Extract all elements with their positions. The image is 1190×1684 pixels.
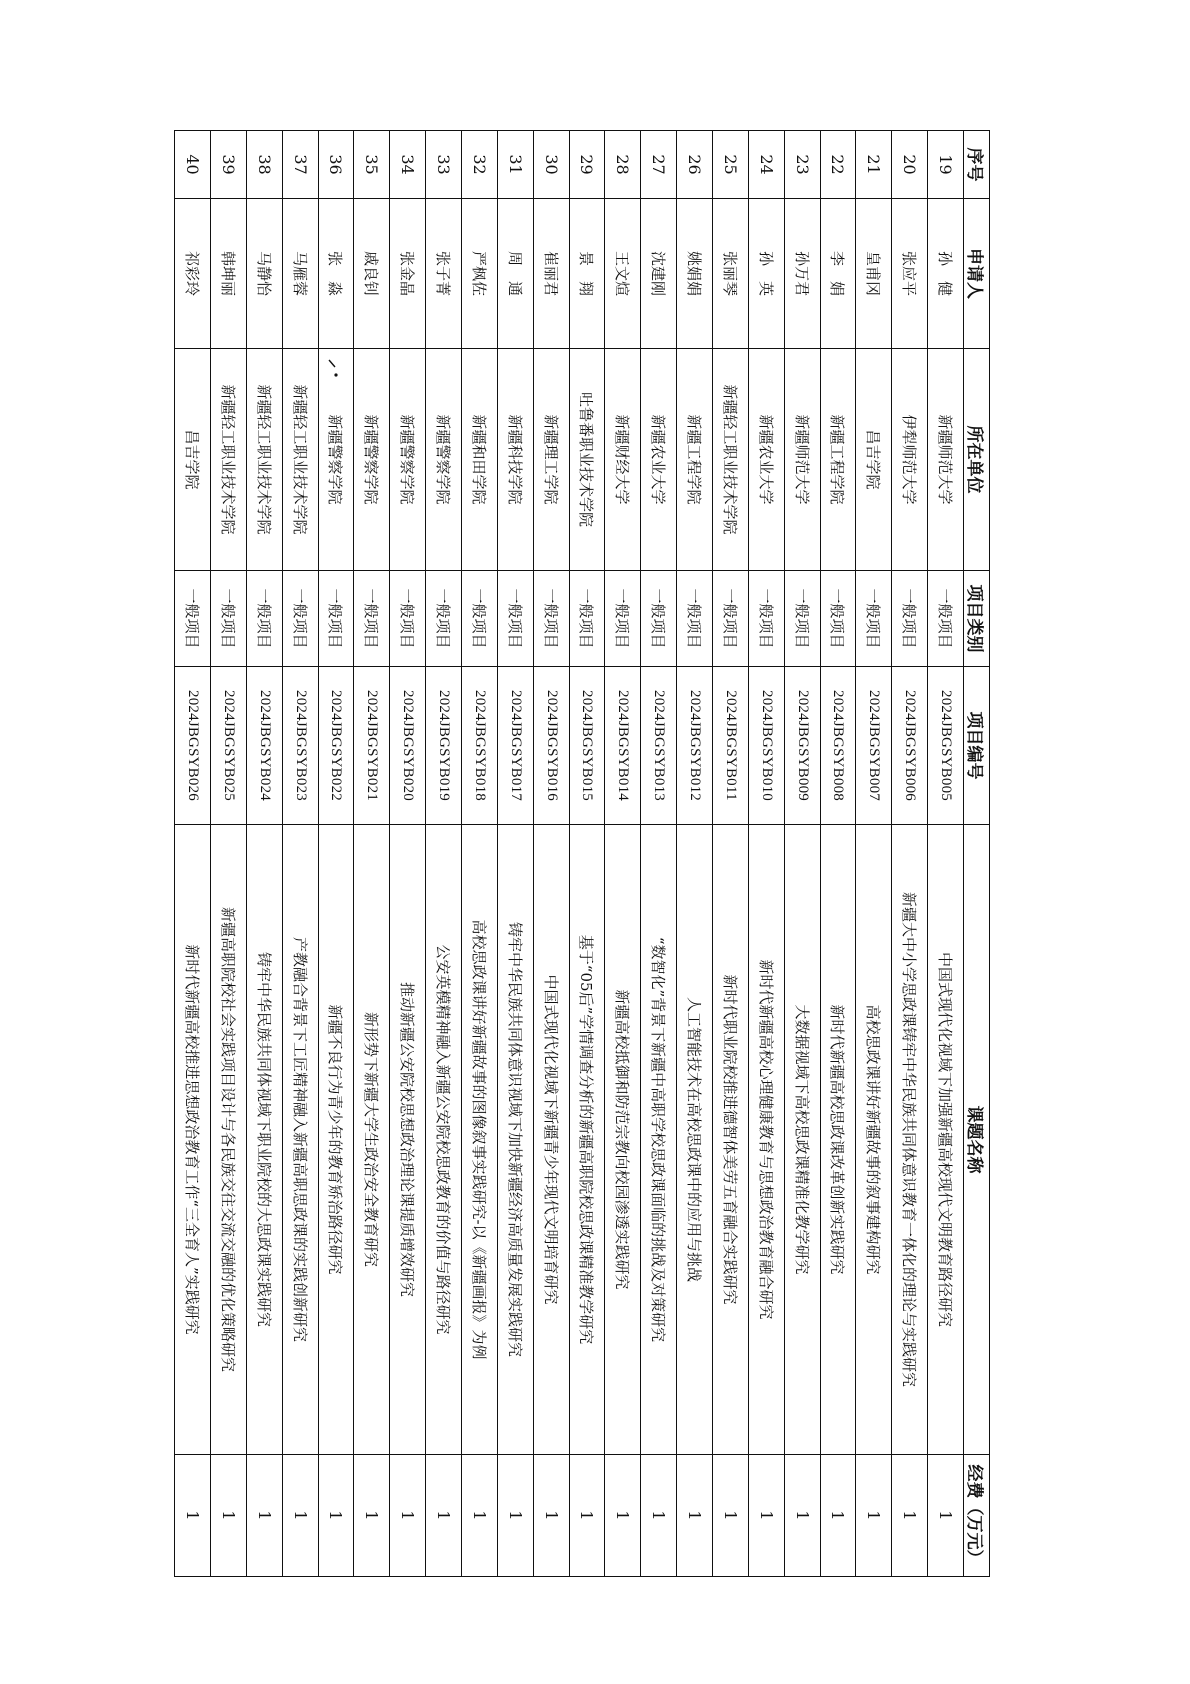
cell-category: 一般项目 [712,571,748,667]
cell-category: 一般项目 [569,571,605,667]
cell-index: 37 [282,131,318,199]
table-row [426,131,462,1577]
cell-applicant: 景 翔 [569,199,605,349]
header-index: 序号 [964,131,990,199]
cell-project-code: 2024JBGSYB006 [892,667,928,825]
cell-index: 35 [354,131,390,199]
cell-funding: 1 [748,1455,784,1577]
cell-applicant: 张子菁 [426,199,462,349]
table-header-row [964,131,990,1577]
table-row [820,131,856,1577]
pen-mark [326,358,340,380]
cell-topic: 新疆高职院校社会实践项目设计与各民族交往交流交融的优化策略研究 [210,825,246,1455]
cell-institution: 新疆财经大学 [605,349,641,571]
table-row [748,131,784,1577]
cell-funding: 1 [605,1455,641,1577]
cell-category: 一般项目 [605,571,641,667]
table-row [533,131,569,1577]
table-row [390,131,426,1577]
cell-index: 34 [390,131,426,199]
cell-funding: 1 [210,1455,246,1577]
cell-applicant: 马静怡 [246,199,282,349]
cell-institution: 新疆轻工职业技术学院 [282,349,318,571]
cell-category: 一般项目 [246,571,282,667]
cell-category: 一般项目 [354,571,390,667]
cell-project-code: 2024JBGSYB011 [712,667,748,825]
cell-funding: 1 [820,1455,856,1577]
cell-institution: 新疆警察学院 [354,349,390,571]
cell-topic: 高校思政课讲好新疆故事的叙事建构研究 [856,825,892,1455]
cell-index: 29 [569,131,605,199]
cell-category: 一般项目 [175,571,211,667]
table-row [282,131,318,1577]
cell-project-code: 2024JBGSYB017 [497,667,533,825]
cell-funding: 1 [928,1455,964,1577]
cell-institution: 吐鲁番职业技术学院 [569,349,605,571]
cell-funding: 1 [677,1455,713,1577]
cell-category: 一般项目 [426,571,462,667]
table-body [175,131,964,1577]
cell-applicant: 沈建刚 [641,199,677,349]
cell-project-code: 2024JBGSYB008 [820,667,856,825]
cell-applicant: 严枫佐 [461,199,497,349]
cell-index: 36 [318,131,354,199]
cell-index: 31 [497,131,533,199]
cell-applicant: 孙万君 [784,199,820,349]
cell-topic: 人工智能技术在高校思政课中的应用与挑战 [677,825,713,1455]
table-row [210,131,246,1577]
cell-funding: 1 [533,1455,569,1577]
cell-applicant: 崔丽君 [533,199,569,349]
cell-index: 25 [712,131,748,199]
cell-applicant: 皇甫冈 [856,199,892,349]
cell-topic: 高校思政课讲好新疆故事的图像叙事实践研究-以《新疆画报》为例 [461,825,497,1455]
cell-institution: 新疆轻工职业技术学院 [712,349,748,571]
cell-topic: 公安英模精神融入新疆公安院校思政教育的价值与路径研究 [426,825,462,1455]
cell-funding: 1 [712,1455,748,1577]
cell-institution: 新疆警察学院 [318,349,354,571]
cell-topic: 中国式现代化视域下新疆青少年现代文明培育研究 [533,825,569,1455]
cell-institution: 新疆师范大学 [928,349,964,571]
cell-applicant: 周 通 [497,199,533,349]
cell-index: 38 [246,131,282,199]
cell-category: 一般项目 [318,571,354,667]
cell-project-code: 2024JBGSYB013 [641,667,677,825]
cell-applicant: 马雁蓉 [282,199,318,349]
cell-applicant: 姚娟娟 [677,199,713,349]
table-row [856,131,892,1577]
cell-institution: 新疆轻工职业技术学院 [210,349,246,571]
table-row [677,131,713,1577]
cell-index: 27 [641,131,677,199]
cell-category: 一般项目 [641,571,677,667]
cell-topic: 新疆不良行为青少年的教育矫治路径研究 [318,825,354,1455]
cell-applicant: 张应平 [892,199,928,349]
cell-project-code: 2024JBGSYB016 [533,667,569,825]
cell-project-code: 2024JBGSYB022 [318,667,354,825]
cell-funding: 1 [641,1455,677,1577]
cell-category: 一般项目 [210,571,246,667]
cell-project-code: 2024JBGSYB014 [605,667,641,825]
cell-funding: 1 [175,1455,211,1577]
cell-index: 26 [677,131,713,199]
cell-funding: 1 [354,1455,390,1577]
cell-institution: 新疆农业大学 [641,349,677,571]
cell-topic: 新时代新疆高校推进思想政治教育工作“三全育人”实践研究 [175,825,211,1455]
table-row [569,131,605,1577]
header-topic: 课题名称 [964,825,990,1455]
cell-category: 一般项目 [928,571,964,667]
cell-category: 一般项目 [497,571,533,667]
cell-topic: 中国式现代化视域下加强新疆高校现代文明教育路径研究 [928,825,964,1455]
rotated-table-sheet [174,130,990,1576]
cell-applicant: 李 娟 [820,199,856,349]
header-category: 项目类别 [964,571,990,667]
cell-funding: 1 [569,1455,605,1577]
table-row [175,131,211,1577]
cell-project-code: 2024JBGSYB012 [677,667,713,825]
cell-institution: 新疆工程学院 [677,349,713,571]
table-row [354,131,390,1577]
table-row [784,131,820,1577]
cell-category: 一般项目 [677,571,713,667]
cell-topic: 基于“05后”学情调查分析的新疆高职院校思政课精准教学研究 [569,825,605,1455]
cell-topic: 新疆大中小学思政课铸牢中华民族共同体意识教育一体化的理论与实践研究 [892,825,928,1455]
cell-funding: 1 [892,1455,928,1577]
cell-project-code: 2024JBGSYB007 [856,667,892,825]
cell-category: 一般项目 [892,571,928,667]
cell-topic: 新时代职业院校推进德智体美劳五育融合实践研究 [712,825,748,1455]
cell-funding: 1 [246,1455,282,1577]
table-row [641,131,677,1577]
header-applicant: 申请人 [964,199,990,349]
cell-applicant: 张 淼 [318,199,354,349]
cell-institution: 昌吉学院 [175,349,211,571]
cell-project-code: 2024JBGSYB018 [461,667,497,825]
cell-project-code: 2024JBGSYB009 [784,667,820,825]
cell-index: 19 [928,131,964,199]
cell-institution: 新疆农业大学 [748,349,784,571]
cell-topic: 新疆高校抵御和防范宗教向校园渗透实践研究 [605,825,641,1455]
cell-funding: 1 [784,1455,820,1577]
cell-funding: 1 [426,1455,462,1577]
cell-funding: 1 [318,1455,354,1577]
cell-institution: 新疆科技学院 [497,349,533,571]
cell-category: 一般项目 [390,571,426,667]
cell-category: 一般项目 [784,571,820,667]
cell-institution: 新疆工程学院 [820,349,856,571]
cell-project-code: 2024JBGSYB005 [928,667,964,825]
cell-index: 20 [892,131,928,199]
cell-project-code: 2024JBGSYB021 [354,667,390,825]
cell-funding: 1 [856,1455,892,1577]
project-table [174,130,990,1577]
header-institution: 所在单位 [964,349,990,571]
cell-institution: 新疆轻工职业技术学院 [246,349,282,571]
cell-applicant: 王文煊 [605,199,641,349]
table-row [461,131,497,1577]
cell-institution: 新疆警察学院 [390,349,426,571]
table-row [497,131,533,1577]
cell-index: 40 [175,131,211,199]
cell-topic: 推动新疆公安院校思想政治理论课提质增效研究 [390,825,426,1455]
cell-applicant: 韩坤丽 [210,199,246,349]
cell-project-code: 2024JBGSYB024 [246,667,282,825]
cell-applicant: 戚良钊 [354,199,390,349]
cell-topic: 产教融合背景下工匠精神融入新疆高职思政课的实践创新研究 [282,825,318,1455]
cell-applicant: 张丽琴 [712,199,748,349]
cell-applicant: 孙 英 [748,199,784,349]
cell-index: 24 [748,131,784,199]
table-row [246,131,282,1577]
cell-index: 28 [605,131,641,199]
cell-topic: 新时代新疆高校思政课改革创新实践研究 [820,825,856,1455]
header-project-code: 项目编号 [964,667,990,825]
cell-project-code: 2024JBGSYB019 [426,667,462,825]
cell-category: 一般项目 [282,571,318,667]
cell-topic: 新时代新疆高校心理健康教育与思想政治教育融合研究 [748,825,784,1455]
cell-institution: 昌吉学院 [856,349,892,571]
cell-applicant: 祁彩玲 [175,199,211,349]
table-row [605,131,641,1577]
cell-index: 32 [461,131,497,199]
cell-index: 33 [426,131,462,199]
header-funding: 经费（万元） [964,1455,990,1577]
cell-category: 一般项目 [533,571,569,667]
cell-index: 23 [784,131,820,199]
cell-institution: 伊犁师范大学 [892,349,928,571]
cell-project-code: 2024JBGSYB020 [390,667,426,825]
cell-applicant: 孙 健 [928,199,964,349]
cell-project-code: 2024JBGSYB010 [748,667,784,825]
cell-category: 一般项目 [748,571,784,667]
cell-category: 一般项目 [856,571,892,667]
cell-funding: 1 [461,1455,497,1577]
cell-institution: 新疆警察学院 [426,349,462,571]
cell-project-code: 2024JBGSYB026 [175,667,211,825]
cell-project-code: 2024JBGSYB025 [210,667,246,825]
cell-institution: 新疆理工学院 [533,349,569,571]
cell-index: 39 [210,131,246,199]
table-row [318,131,354,1577]
cell-project-code: 2024JBGSYB015 [569,667,605,825]
cell-funding: 1 [282,1455,318,1577]
cell-topic: “数智化”背景下新疆中高职学校思政课面临的挑战及对策研究 [641,825,677,1455]
table-row [712,131,748,1577]
cell-index: 22 [820,131,856,199]
cell-funding: 1 [390,1455,426,1577]
cell-index: 30 [533,131,569,199]
cell-category: 一般项目 [820,571,856,667]
cell-topic: 铸牢中华民族共同体视域下职业院校的大思政课实践研究 [246,825,282,1455]
cell-applicant: 张金晶 [390,199,426,349]
cell-institution: 新疆师范大学 [784,349,820,571]
cell-topic: 新形势下新疆大学生政治安全教育研究 [354,825,390,1455]
cell-topic: 大数据视域下高校思政课精准化教学研究 [784,825,820,1455]
table-row [892,131,928,1577]
cell-category: 一般项目 [461,571,497,667]
cell-topic: 铸牢中华民族共同体意识视域下加快新疆经济高质量发展实践研究 [497,825,533,1455]
cell-index: 21 [856,131,892,199]
cell-institution: 新疆和田学院 [461,349,497,571]
cell-project-code: 2024JBGSYB023 [282,667,318,825]
cell-funding: 1 [497,1455,533,1577]
table-row [928,131,964,1577]
